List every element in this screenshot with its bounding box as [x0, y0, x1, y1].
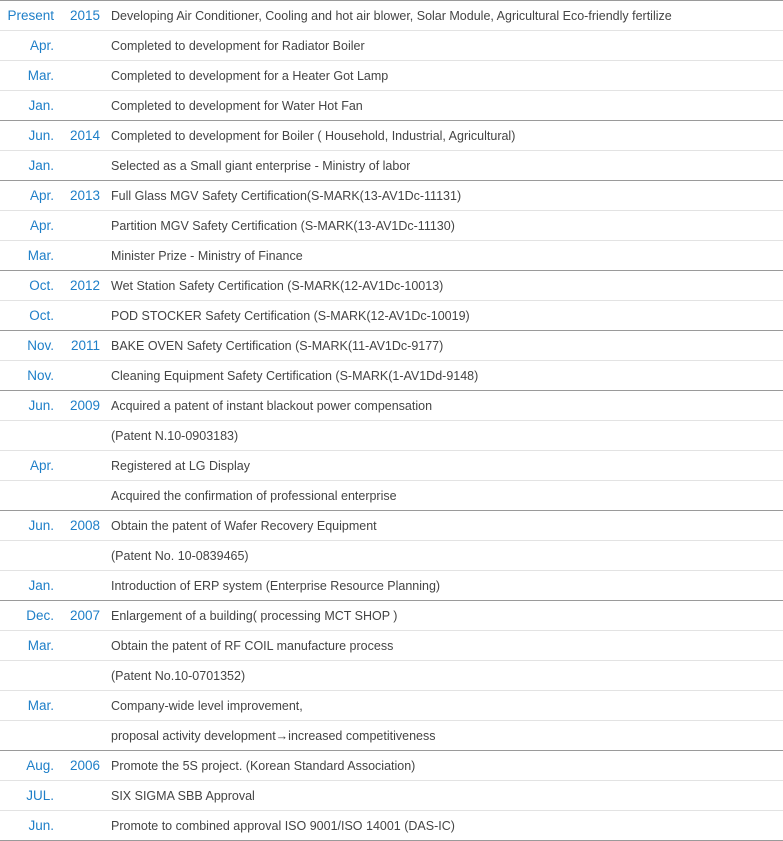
history-text: Promote the 5S project. (Korean Standard Association)	[111, 758, 416, 773]
month-label: Aug.	[26, 758, 54, 773]
history-row	[0, 61, 783, 91]
history-text: (Patent No.10-0701352)	[111, 668, 246, 683]
history-text: Promote to combined approval ISO 9001/ISO 14001 (DAS-IC)	[111, 818, 455, 833]
history-text: POD STOCKER Safety Certification (S-MARK(12-AV1Dc-10019)	[111, 308, 470, 323]
history-text: Acquired the confirmation of professional enterprise	[111, 488, 397, 503]
history-text: Wet Station Safety Certification (S-MARK(12-AV1Dc-10013)	[111, 278, 444, 293]
history-row	[0, 271, 783, 301]
month-label: Apr.	[29, 38, 54, 53]
year-label: 2008	[69, 518, 100, 533]
history-text: Acquired a patent of instant blackout power compensation	[111, 398, 433, 413]
history-row	[0, 481, 783, 511]
history-text: Introduction of ERP system (Enterprise Resource Planning)	[111, 578, 441, 593]
month-label: Jan.	[28, 578, 54, 593]
month-label: Mar.	[27, 698, 54, 713]
history-text: Full Glass MGV Safety Certification(S-MARK(13-AV1Dc-11131)	[111, 188, 462, 203]
history-text: Completed to development for Radiator Boiler	[111, 38, 365, 53]
history-text: Obtain the patent of RF COIL manufacture process	[111, 638, 394, 653]
history-text: Enlargement of a building( processing MCT SHOP )	[111, 608, 398, 623]
month-label: Apr.	[29, 188, 54, 203]
history-text: Minister Prize - Ministry of Finance	[111, 248, 303, 263]
history-text: Completed to development for Water Hot Fan	[111, 98, 363, 113]
history-row	[0, 421, 783, 451]
history-text: BAKE OVEN Safety Certification (S-MARK(11-AV1Dc-9177)	[111, 338, 444, 353]
history-row	[0, 511, 783, 541]
history-row	[0, 601, 783, 631]
history-text: Selected as a Small giant enterprise - Ministry of labor	[111, 158, 411, 173]
year-label: 2011	[70, 338, 100, 353]
history-row	[0, 211, 783, 241]
history-row	[0, 691, 783, 721]
history-row	[0, 241, 783, 271]
history-row	[0, 631, 783, 661]
month-label: Mar.	[27, 638, 54, 653]
history-row	[0, 661, 783, 691]
month-label: Mar.	[27, 248, 54, 263]
history-text: proposal activity development→increased competitiveness	[111, 728, 436, 743]
history-row	[0, 571, 783, 601]
year-label: 2006	[69, 758, 100, 773]
history-text: Company-wide level improvement,	[111, 698, 303, 713]
history-row	[0, 541, 783, 571]
month-label: Apr.	[29, 458, 54, 473]
month-label: Jan.	[28, 158, 54, 173]
history-row	[0, 151, 783, 181]
history-row	[0, 781, 783, 811]
month-label: Nov.	[27, 338, 54, 353]
year-label: 2007	[69, 608, 100, 623]
history-text: Obtain the patent of Wafer Recovery Equipment	[111, 518, 377, 533]
history-row	[0, 811, 783, 841]
year-label: 2013	[69, 188, 100, 203]
month-label: Dec.	[26, 608, 54, 623]
history-row	[0, 181, 783, 211]
history-row	[0, 31, 783, 61]
history-row	[0, 751, 783, 781]
history-text: (Patent N.10-0903183)	[111, 428, 239, 443]
history-text: Partition MGV Safety Certification (S-MARK(13-AV1Dc-11130)	[111, 218, 455, 233]
month-label: Jun.	[28, 128, 54, 143]
month-label: Mar.	[27, 68, 54, 83]
history-row	[0, 721, 783, 751]
year-label: 2012	[69, 278, 100, 293]
history-row	[0, 301, 783, 331]
year-label: 2014	[69, 128, 100, 143]
history-row	[0, 1, 783, 31]
history-text: Cleaning Equipment Safety Certification (S-MARK(1-AV1Dd-9148)	[111, 368, 479, 383]
history-row	[0, 451, 783, 481]
month-label: Nov.	[27, 368, 54, 383]
month-label: Jun.	[28, 398, 54, 413]
month-label: Jun.	[28, 518, 54, 533]
year-label: 2015	[69, 8, 100, 23]
history-row	[0, 121, 783, 151]
history-text: Completed to development for a Heater Got Lamp	[111, 68, 389, 83]
history-text: Developing Air Conditioner, Cooling and hot air blower, Solar Module, Agricultural Eco-friendly fertilize	[111, 8, 672, 23]
month-label: Apr.	[29, 218, 54, 233]
year-label: 2009	[69, 398, 100, 413]
history-row	[0, 331, 783, 361]
history-row	[0, 361, 783, 391]
month-label: Jun.	[28, 818, 54, 833]
history-row	[0, 91, 783, 121]
history-text: SIX SIGMA SBB Approval	[111, 788, 255, 803]
history-text: Registered at LG Display	[111, 458, 250, 473]
month-label: Oct.	[29, 308, 54, 323]
month-label: Oct.	[29, 278, 54, 293]
history-text: Completed to development for Boiler ( Household, Industrial, Agricultural)	[111, 128, 516, 143]
history-row	[0, 391, 783, 421]
month-label: JUL.	[26, 788, 54, 803]
month-label: Jan.	[28, 98, 54, 113]
history-text: (Patent No. 10-0839465)	[111, 548, 249, 563]
month-label: Present	[7, 8, 54, 23]
